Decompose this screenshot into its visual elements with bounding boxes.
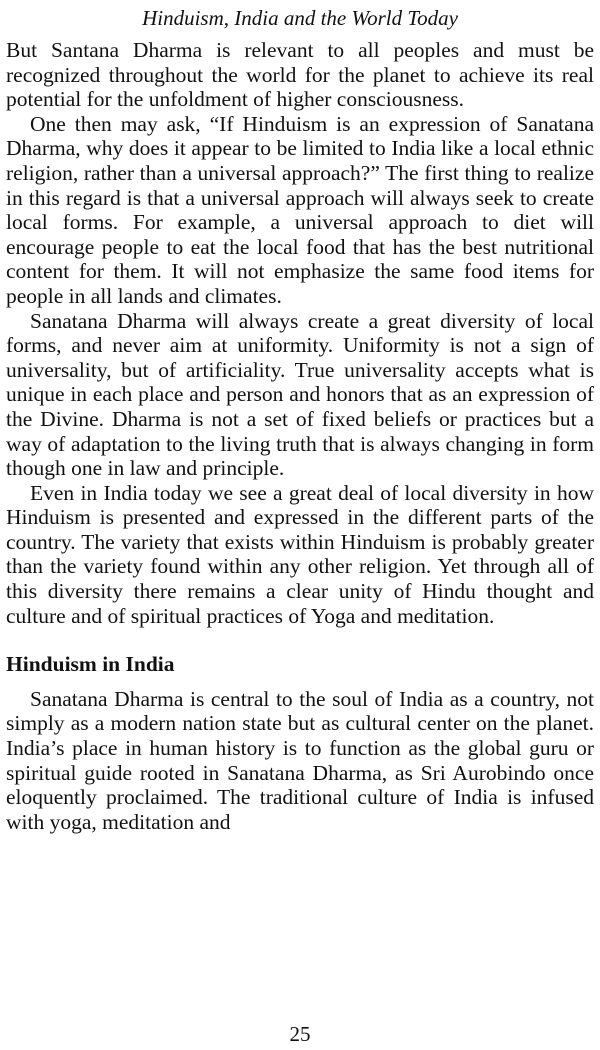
paragraph: Sanatana Dharma will always create a great diversity of local forms, and never aim at uniformity. Uniformity is not a sign of universality, but of artificiality. True universality accepts what is unique in each place and person and honors that as an expression of the Divine. Dharma is not a set of fixed beliefs or practices but a way of adaptation to the living truth that is always changing in form though one in law and principle. — [6, 308, 594, 481]
paragraph: But Santana Dharma is relevant to all peoples and must be recognized throughout the world for the planet to achieve its real potential for the unfoldment of higher consciousness. — [6, 38, 594, 112]
paragraph: One then may ask, “If Hinduism is an expression of Sanatana Dharma, why does it appear to be limited to India like a local ethnic religion, rather than a universal approach?” The first thing to realize in this regard is that a universal approach will always seek to create local forms. For example, a universal approach to diet will encourage people to eat the local food that has the best nutritional content for them. It will not emphasize the same food items for people in all lands and climates. — [6, 111, 594, 308]
page-number: 25 — [289, 1022, 311, 1046]
paragraph: Sanatana Dharma is central to the soul of India as a country, not simply as a modern nation state but as cultural center on the planet. India’s place in human history is to function as the global guru or spiritual guide rooted in Sanatana Dharma, as Sri Aurobindo once eloquently proclaimed. The traditional culture of India is infused with yoga, meditation and — [6, 686, 594, 834]
running-head: Hinduism, India and the World Today — [142, 6, 458, 30]
body-text — [6, 38, 594, 834]
book-page — [6, 0, 594, 1050]
section-heading: Hinduism in India — [6, 652, 175, 677]
paragraph: Even in India today we see a great deal of local diversity in how Hinduism is presented and expressed in the different parts of the country. The variety that exists within Hinduism is probably greater than the variety found within any other religion. Yet through all of this diversity there remains a clear unity of Hindu thought and culture and of spiritual practices of Yoga and meditation. — [6, 480, 594, 628]
